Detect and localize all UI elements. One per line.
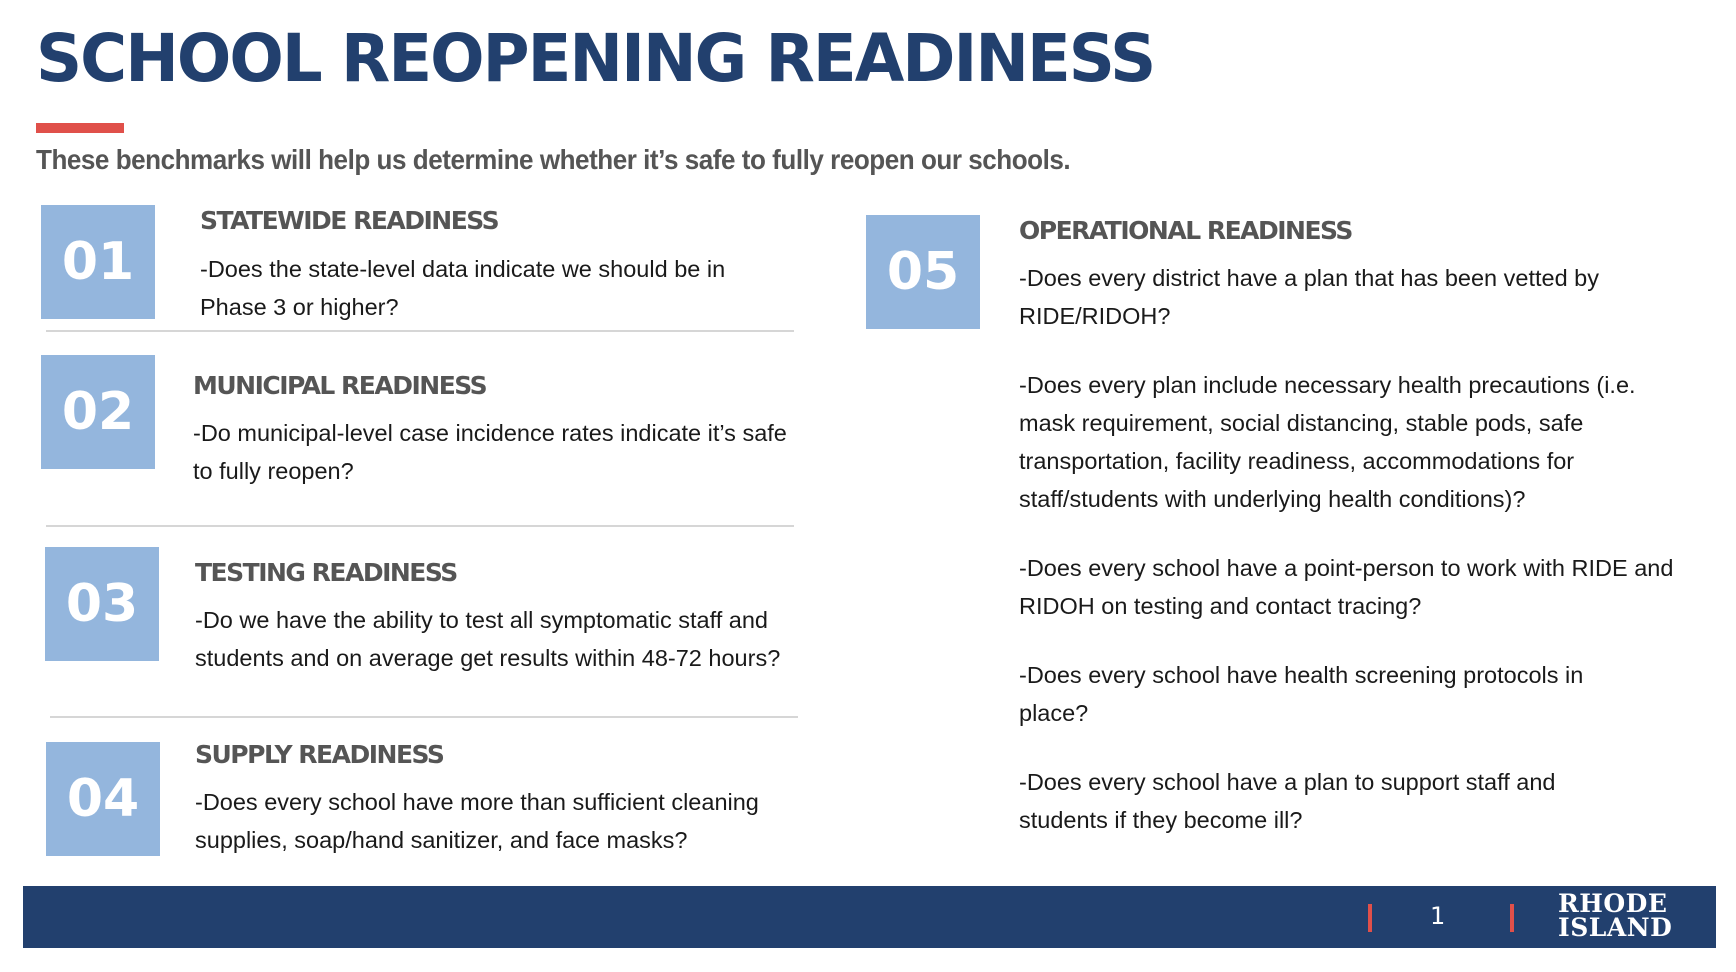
section-divider (46, 330, 794, 332)
section-divider (46, 525, 794, 527)
footer-divider (1510, 904, 1514, 932)
title-accent-bar (36, 123, 124, 133)
section-number-box: 02 (41, 355, 155, 469)
section-question: -Does the state-level data indicate we should be in Phase 3 or higher? (200, 256, 726, 320)
section-question: -Do we have the ability to test all symptomatic staff and students and on average get results within 48-72 hours? (195, 607, 781, 671)
section-number-box: 04 (46, 742, 160, 856)
section-question: -Does every school have a point-person to work with RIDE and RIDOH on testing and contact tracing? (1019, 555, 1674, 619)
section-number-box: 05 (866, 215, 980, 329)
footer-divider (1368, 904, 1372, 932)
section-divider (50, 716, 798, 718)
section-question: -Does every school have a plan to support staff and students if they become ill? (1019, 769, 1556, 833)
section-number-box: 01 (41, 205, 155, 319)
logo-line: RHODE (1558, 889, 1668, 918)
section-heading: TESTING READINESS (195, 558, 457, 587)
section-number-box: 03 (45, 547, 159, 661)
logo-line: ISLAND (1558, 913, 1673, 942)
section-heading: STATEWIDE READINESS (200, 206, 499, 235)
section-heading: MUNICIPAL READINESS (193, 371, 487, 400)
page-number: 1 (1430, 902, 1446, 930)
page-subtitle: These benchmarks will help us determine whether it’s safe to fully reopen our schools. (36, 144, 1071, 175)
rhode-island-logo (1558, 889, 1678, 942)
section-question: -Does every school have more than sufficient cleaning supplies, soap/hand sanitizer, and face masks? (195, 789, 759, 853)
footer-bar (23, 886, 1716, 948)
section-question: -Does every school have health screening protocols in place? (1019, 662, 1584, 726)
section-question: -Do municipal-level case incidence rates indicate it’s safe to fully reopen? (193, 420, 787, 484)
section-heading: SUPPLY READINESS (195, 740, 444, 769)
section-question: -Does every plan include necessary health precautions (i.e. mask requirement, social distancing, stable pods, safe transportation, facility readiness, accommodations for staff/students with underlying health conditions)? (1019, 372, 1636, 512)
page-title: SCHOOL REOPENING READINESS (36, 20, 1155, 97)
section-question: -Does every district have a plan that has been vetted by RIDE/RIDOH? (1019, 265, 1599, 329)
section-heading: OPERATIONAL READINESS (1019, 216, 1352, 245)
